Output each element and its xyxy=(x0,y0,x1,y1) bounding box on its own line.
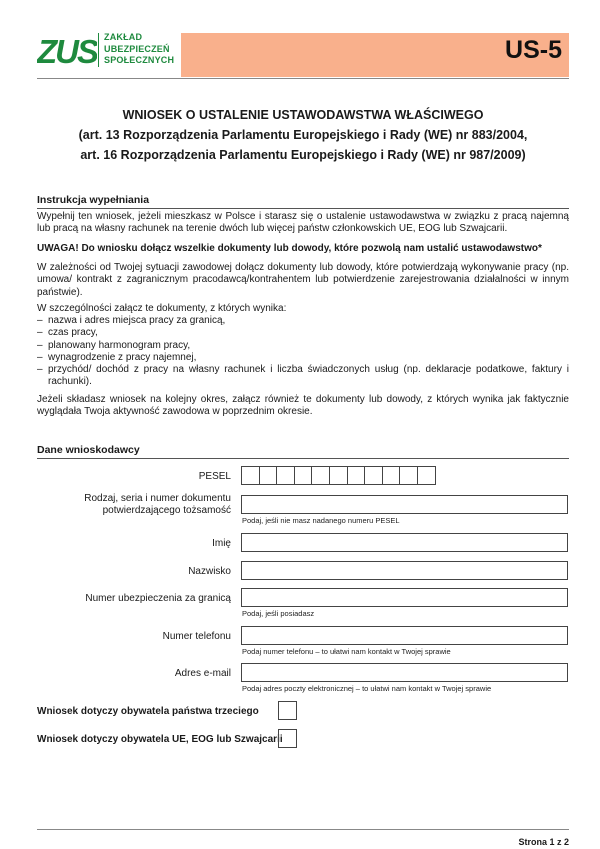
pesel-digit-cell[interactable] xyxy=(399,466,418,485)
foreign-insurance-field[interactable] xyxy=(241,588,568,607)
phone-hint: Podaj numer telefonu – to ułatwi nam kontakt w Twojej sprawie xyxy=(242,647,451,656)
instructions-paragraph-3: W szczególności załącz te dokumenty, z których wynika: xyxy=(37,303,287,314)
last-name-field[interactable] xyxy=(241,561,568,580)
email-label: Adres e-mail xyxy=(174,668,231,679)
third-country-checkbox[interactable] xyxy=(278,701,297,720)
form-title: WNIOSEK O USTALENIE USTAWODAWSTWA WŁAŚCIWEGO xyxy=(122,108,484,122)
first-name-field[interactable] xyxy=(241,533,568,552)
identity-document-hint: Podaj, jeśli nie masz nadanego numeru PESEL xyxy=(242,516,400,525)
instructions-paragraph-4: Jeżeli składasz wniosek na kolejny okres, załącz również te dokumenty lub dowody, z których wynika jak faktycznie wyglądała Twoja aktywność zawodowa w poprzednim okresie. xyxy=(37,394,569,418)
org-name xyxy=(104,32,174,67)
org-name-line-3: SPOŁECZNYCH xyxy=(104,55,175,65)
pesel-digit-cell[interactable] xyxy=(241,466,260,485)
list-item: – planowany harmonogram pracy, xyxy=(37,339,191,351)
form-code: US-5 xyxy=(505,36,562,64)
first-name-label: Imię xyxy=(212,538,231,549)
email-field[interactable] xyxy=(241,663,568,682)
phone-field[interactable] xyxy=(241,626,568,645)
email-hint: Podaj adres poczty elektronicznej – to ułatwi nam kontakt w Twojej sprawie xyxy=(242,684,492,693)
footer-divider xyxy=(37,829,569,830)
instructions-paragraph-1: Wypełnij ten wniosek, jeżeli mieszkasz w Polsce i starasz się o ustalenie ustawodawstwa w związku z pracą najemną lub pracą na własny rachunek na terenie dwóch lub więcej państw członkowskich UE, EOG lub Szwajcarii. xyxy=(37,211,569,235)
pesel-label: PESEL xyxy=(198,471,231,482)
phone-label: Numer telefonu xyxy=(162,631,231,642)
form-subtitle-2: art. 16 Rozporządzenia Parlamentu Europejskiego i Rady (WE) nr 987/2009) xyxy=(80,148,526,162)
pesel-digit-cell[interactable] xyxy=(311,466,330,485)
list-item: – przychód/ dochód z pracy na własny rachunek i liczba świadczonych usług (np. deklaracje podatkowe, faktury i rachunki). xyxy=(37,364,569,388)
instructions-heading: Instrukcja wypełniania xyxy=(37,194,569,209)
page-number: Strona 1 z 2 xyxy=(518,837,569,847)
pesel-digit-cell[interactable] xyxy=(417,466,436,485)
last-name-label: Nazwisko xyxy=(188,566,231,577)
pesel-input[interactable] xyxy=(241,466,435,485)
logo-divider xyxy=(98,33,99,67)
list-item: – czas pracy, xyxy=(37,327,98,339)
identity-document-field[interactable] xyxy=(241,495,568,514)
instructions-warning: UWAGA! Do wniosku dołącz wszelkie dokumenty lub dowody, które pozwolą nam ustalić ustawodawstwo* xyxy=(37,243,542,254)
org-name-line-1: ZAKŁAD xyxy=(104,32,143,42)
form-subtitle-1: (art. 13 Rozporządzenia Parlamentu Europejskiego i Rady (WE) nr 883/2004, xyxy=(78,128,528,142)
instructions-paragraph-2: W zależności od Twojej sytuacji zawodowej dołącz dokumenty lub dowody, które potwierdzają wykonywanie pracy (np. umowa/ kontrakt z zagranicznym pracodawcą/kontrahentem lub potwierdzenie zarejestrowania działalności w innym państwie). xyxy=(37,262,569,298)
third-country-checkbox-label: Wniosek dotyczy obywatela państwa trzeciego xyxy=(37,706,259,717)
pesel-digit-cell[interactable] xyxy=(382,466,401,485)
list-item: – nazwa i adres miejsca pracy za granicą, xyxy=(37,315,226,326)
pesel-digit-cell[interactable] xyxy=(294,466,313,485)
list-item: – wynagrodzenie z pracy najemnej, xyxy=(37,351,197,363)
pesel-digit-cell[interactable] xyxy=(329,466,348,485)
pesel-digit-cell[interactable] xyxy=(276,466,295,485)
pesel-digit-cell[interactable] xyxy=(259,466,278,485)
pesel-digit-cell[interactable] xyxy=(347,466,366,485)
identity-document-label: Rodzaj, seria i numer dokumentu potwierdzającego tożsamość xyxy=(84,493,231,516)
foreign-insurance-label: Numer ubezpieczenia za granicą xyxy=(85,593,231,604)
eu-citizen-checkbox-label: Wniosek dotyczy obywatela UE, EOG lub Szwajcarii xyxy=(37,734,283,745)
applicant-heading: Dane wnioskodawcy xyxy=(37,444,569,459)
org-name-line-2: UBEZPIECZEŃ xyxy=(104,43,170,54)
pesel-digit-cell[interactable] xyxy=(364,466,383,485)
header-divider xyxy=(37,78,569,79)
documents-list xyxy=(37,315,569,389)
zus-logo-text: ZUS xyxy=(37,33,97,68)
zus-logo xyxy=(37,32,97,68)
eu-citizen-checkbox[interactable] xyxy=(278,729,297,748)
foreign-insurance-hint: Podaj, jeśli posiadasz xyxy=(242,609,315,618)
